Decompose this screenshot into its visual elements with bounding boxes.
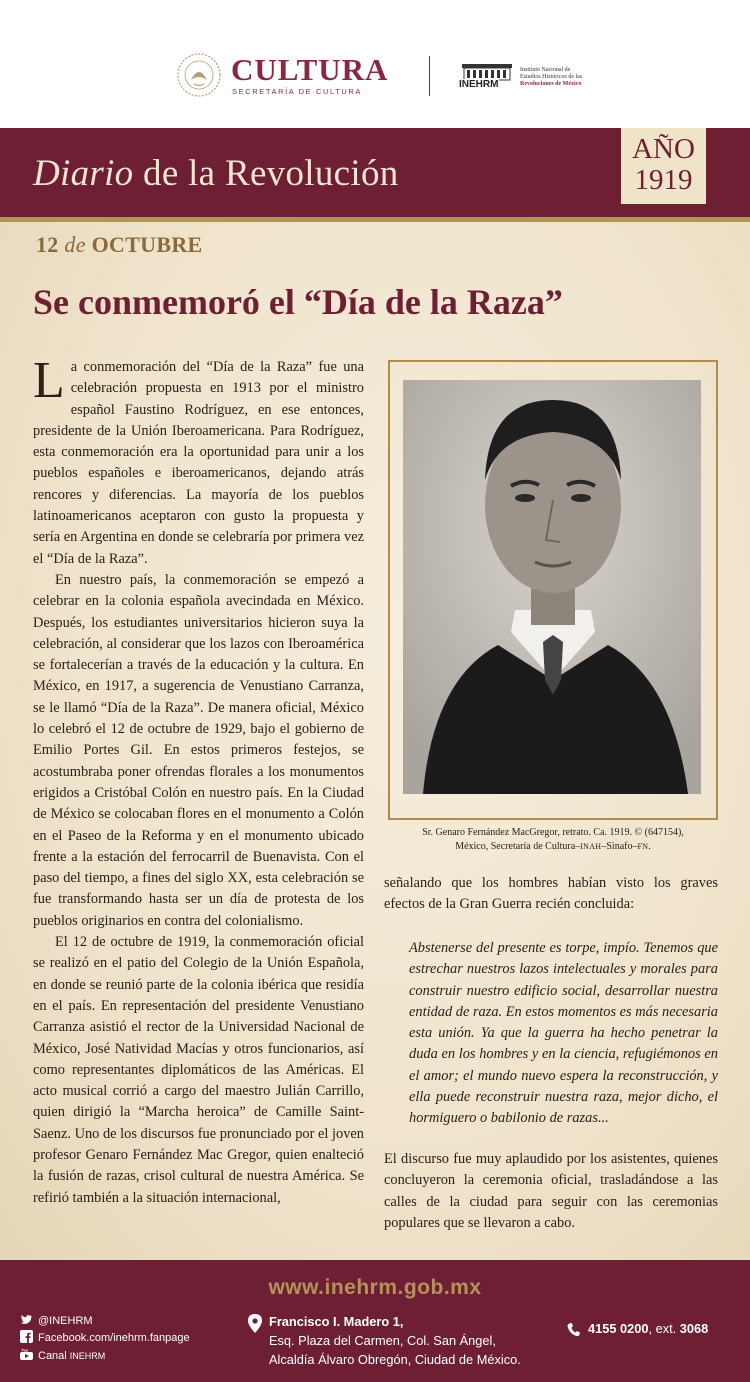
caption-line2 [388,840,718,854]
youtube-link[interactable] [20,1348,105,1362]
caption-dash: –Sinafo– [601,841,638,852]
paragraph-2: En nuestro país, la conmemoración se empezó a celebrar en la colonia española avecindada en México. Después, los estudiantes universitarios hicieron suya la celebración, al considerar que los lazos con Iberoamérica se fortalecerían a través de la educación y la cultura. En México, en 1917, a sugerencia de Venustiano Carranza, se le llamó “Día de la Raza”. De manera oficial, México lo celebró el 12 de octubre de 1929, bajo el gobierno de Emilio Portes Gil. En estos primeros festejos, se acostumbraba poner ofrendas florales a los monumentos erigidos a Cristóbal Colón en nuestro país. En la Ciudad de México se colocaban flores en el monumento a Colón en el Paseo de la Reforma y en el monumento ubicado frente a la estación del ferrocarril de Buenavista. Con el paso del tiempo, a fines del siglo XX, esta celebración se fue transformando hasta ser un día de protesta de los pueblos originarios en contra del colonialismo. [33,571,364,929]
right-column-intro: señalando que los hombres habían visto los graves efectos de la Gran Guerra recién concluida: [384,875,718,913]
svg-text:You: You [21,1348,29,1353]
inehrm-logo-text: INEHRM [459,79,499,90]
caption-fn: FN [637,842,649,851]
portrait-illustration [403,380,701,794]
right-column-closing: El discurso fue muy aplaudido por los asistentes, quienes concluyeron la ceremonia oficial, trasladándose a las calles de la ciudad para seguir con las ceremonias populares que se llevaron a cabo. [384,1151,718,1231]
phone-number[interactable] [588,1321,708,1336]
address-street: Francisco I. Madero 1, [269,1314,404,1329]
paragraph-1-text: a conmemoración del “Día de la Raza” fue una celebración propuesta en 1913 por el ministro español Faustino Rodríguez, en ese entonces, presidente de la Unión Iberoamericana. Para Rodríguez, esta conmemoración era la oportunidad para unir a los pueblos españoles e iberoamericanos, dejando atrás rencores y diferencias. La mayoría de los pueblos latinoamericanos aceptaron con gusto la propuesta y sería en Argentina en donde se celebraría por primera vez el “Día de la Raza”. [33,359,364,567]
speech-quote: Abstenerse del presente es torpe, impío. Tenemos que estrechar nuestros lazos intelectuales y morales para construir nuestro edificio social, desarrollar nuestra entidad de raza. En estos momentos es más necesaria esta unión. Ya que la guerra ha hecho penetrar la duda en los hombres y en la ciencia, refugiémonos en el amor; el mundo nuevo espera la reconstrucción, y ella puede reconstruir nuestra raza, mejor dicho, el hormiguero o babilonio de razas... [409,940,718,1127]
caption-line2-a: México, Secretaría de Cultura– [455,841,581,852]
address-line2: Esq. Plaza del Carmen, Col. San Ángel, [269,1333,496,1348]
diary-title [33,152,399,195]
national-seal-icon [176,52,222,98]
phone-ext-label: , ext. [648,1321,680,1336]
caption-inah: INAH [580,842,602,851]
facebook-icon [20,1330,33,1343]
inehrm-desc-line2: Estudios Históricos de las [520,74,583,80]
address-line3: Alcaldía Álvaro Obregón, Ciudad de México. [269,1352,521,1367]
inehrm-description [520,67,600,88]
facebook-link[interactable] [20,1330,190,1344]
youtube-icon [20,1348,33,1361]
inehrm-desc-line3: Revoluciones de México [520,81,582,87]
photo-caption [388,826,718,854]
article-headline: Se conmemoró el “Día de la Raza” [33,282,563,322]
address [269,1312,559,1369]
phone-ext: 3068 [679,1321,709,1336]
location-pin-icon [248,1314,262,1333]
caption-line1: Sr. Genaro Fernández MacGregor, retrato. Ca. 1919. © (647154), [422,827,684,838]
twitter-handle: @INEHRM [38,1315,93,1327]
twitter-icon [20,1313,33,1326]
youtube-prefix: Canal [38,1350,70,1362]
article-date [36,232,203,258]
phone-main: 4155 0200 [588,1321,649,1336]
inehrm-desc-line1: Instituto Nacional de [520,67,571,73]
year-value: 1919 [634,164,693,196]
date-month: OCTUBRE [91,232,203,257]
year-box [621,128,706,204]
youtube-channel: INEHRM [69,1351,106,1361]
twitter-link[interactable] [20,1313,93,1327]
diary-title-italic: Diario [33,153,134,194]
left-column [33,352,364,1209]
cultura-subtitle: SECRETARÍA DE CULTURA [232,87,363,96]
drop-cap: L [33,352,65,409]
paragraph-3: El 12 de octubre de 1919, la conmemoración oficial se realizó en el patio del Colegio de la Unión Española, en donde se reunió parte de la colonia ibérica que residía en el país. En representación del presidente Venustiano Carranza asistió el rector de la Universidad Nacional de México, José Natividad Macías y otros funcionarios, así como representantes diplomáticos de las Américas. El acto musical corrió a cargo del maestro Julián Carrillo, quien dirigió la “Marcha heroica” de Camille Saint-Saenz. Uno de los discursos fue pronunciado por el joven profesor Genaro Fernández Mac Gregor, quien enalteció la fusión de razas, crisol cultural de nuestra América. Se refirió también a la situación internacional, [33,934,364,1206]
year-label: AÑO [632,133,695,165]
paragraph-1 [33,352,364,570]
date-de: de [64,232,86,257]
facebook-url: Facebook.com/inehrm.fanpage [38,1332,190,1344]
date-day: 12 [36,232,59,257]
diary-title-rest: de la Revolución [133,153,399,194]
portrait-photo [403,380,701,794]
website-link[interactable]: www.inehrm.gob.mx [268,1276,482,1299]
phone-icon [567,1323,580,1337]
header-divider [429,56,430,96]
caption-end: . [648,841,651,852]
cultura-logo-text: CULTURA [231,52,389,87]
